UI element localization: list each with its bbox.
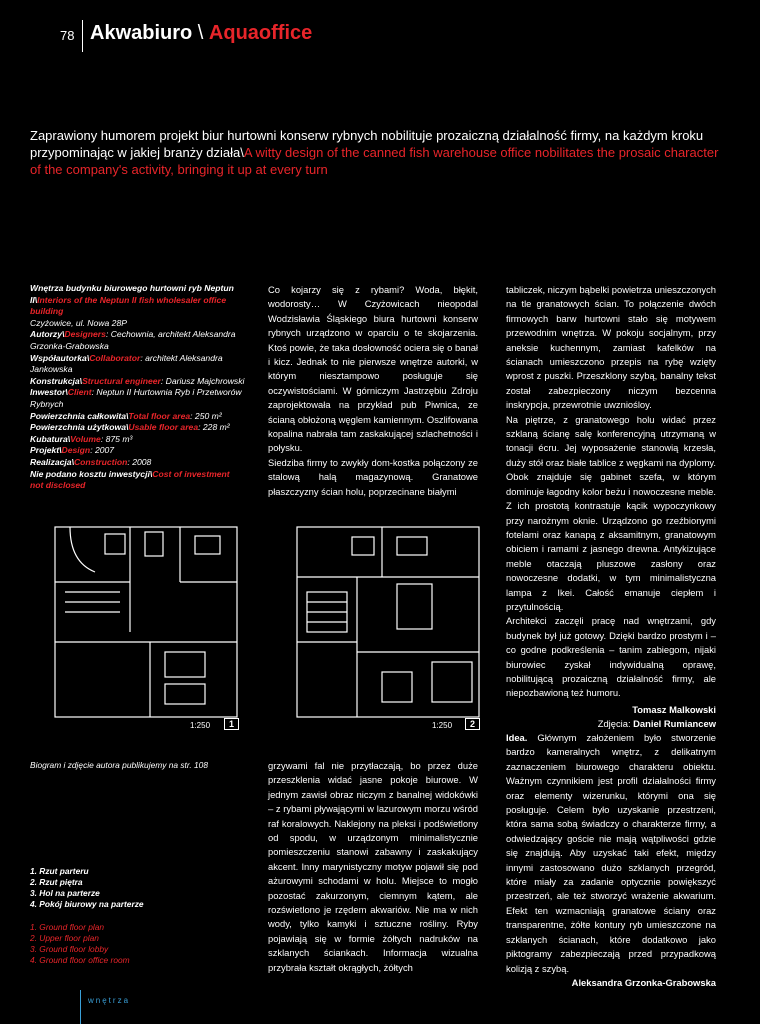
author-signature: Tomasz Malkowski — [632, 703, 716, 715]
legend-item: 4. Pokój biurowy na parterze — [30, 899, 144, 909]
idea-label: Idea. — [506, 732, 528, 743]
title-en: Aquaoffice — [208, 22, 313, 44]
title-pl: Akwabiuro — [90, 22, 193, 44]
credits-title-en: Interiors of the Neptun II fish wholesaler office building — [30, 294, 227, 317]
plan-1-number: 1 — [224, 718, 239, 730]
legend-item: 3. Hol na parterze — [30, 888, 100, 898]
footer-divider — [80, 990, 81, 1024]
paragraph: Co kojarzy się z rybami? Woda, błękit, wodorosty… W Czyżowicach nieopodal Wodzisławia Śląskiego biura hurtowni konserw rybnych urządzono w oparciu o te skojarzenia. Ktoś powie, że taka dosłowność ociera się o banał i kicz. Jednak to nie pierwsze wnętrze autorki, w którym niesztampowo posługuje się oczywistościami. W górniczym Jastrzębiu Zdroju zaprojektowała na przykład pub Piwnica, ze ścianą obłożoną węglem kamiennym. Oszlifowana kopalina nabrała tam zaskakującej szlachetności i połysku. — [268, 284, 478, 454]
floor-plan-1 — [50, 522, 242, 722]
paragraph: Siedziba firmy to zwykły dom-kostka połączony ze stalową halą magazynową. Granatowe płaszczyzny ścian holu, poprzecinane białymi — [268, 456, 478, 497]
plan-2-scale: 1:250 — [432, 721, 453, 730]
body-column-3-top — [506, 283, 716, 732]
floor-plan-2 — [292, 522, 484, 722]
lead-paragraph — [30, 127, 730, 178]
page-number: 78 — [60, 28, 75, 43]
photo-credit-name: Daniel Rumiancew — [633, 718, 716, 730]
paragraph: tabliczek, niczym bąbelki powietrza unieszczonych na tle granatowych ścian. To połączenie dwóch firmowych barw hurtowni stało się motywem przewodnim wnętrza. W pokoju socjalnym, przy aneksie kuchennym, zamiast kafelków na ścianach umieszczono przepis na rybę wzięty wprost z puszki. Przeszklony szybą, banalny tekst został zabezpieczony niczym bezcenna inskrypcja, przewrotnie uwzniośloy. — [506, 284, 716, 411]
legend-item: 1. Rzut parteru — [30, 866, 89, 876]
lead-en: A witty design of the canned fish warehouse office nobilitates the prosaic character of the company's activity, bringing it up at every turn — [30, 145, 719, 177]
legend-en — [30, 922, 250, 966]
paragraph: Architekci zaczęli pracę nad wnętrzami, gdy budynek był już gotowy. Dzięki bardzo prostym i – co godne podkreślenia – tanim zabiegom, nijaki biurowiec zyskał indywidualną oprawę, nobilitującą prozaiczną działalność firmy, ale niepozbawioną też humoru. — [506, 615, 716, 699]
author-bio-note: Biogram i zdjęcie autora publikujemy na str. 108 — [30, 760, 208, 770]
credits-title-pl: Wnętrza budynku biurowego hurtowni ryb Neptun II\ — [30, 283, 234, 305]
title-separator: \ — [192, 22, 209, 44]
article-title — [90, 22, 312, 45]
plan-2-number: 2 — [465, 718, 480, 730]
plan-1-scale: 1:250 — [190, 721, 211, 730]
architect-signature: Aleksandra Grzonka-Grabowska — [571, 976, 716, 988]
project-credits: Wnętrza budynku biurowego hurtowni ryb Neptun II\Interiors of the Neptun II fish wholesaler office building Czyżowice, ul. Nowa 28P Autorzy\Designers: Cechownia, architekt Aleksandra Grzonka-Grabowska Współautorka\Collaborator: architekt Aleksandra Jankowska Konstrukcja\Structural engineer: Dariusz Majchrowski Inwestor\Client: Neptun II Hurtownia Ryb i Przetworów Rybnych Powierzchnia całkowita\Total floor area: 250 m² Powierzchnia użytkowa\Usable floor area: 228 m² Kubatura\Volume: 875 m³ Projekt\Design: 2007 Realizacja\Construction: 2008 Nie podano kosztu inwestycji\Cost of investment not disclosed — [30, 283, 245, 491]
legend-item: 2. Rzut piętra — [30, 877, 83, 887]
body-column-3-bottom — [506, 731, 716, 990]
legend-item: 4. Ground floor office room — [30, 955, 130, 965]
body-column-2-bottom — [268, 759, 478, 975]
header-divider — [82, 20, 83, 52]
body-column-2-top — [268, 283, 478, 499]
credits-address: Czyżowice, ul. Nowa 28P — [30, 317, 127, 328]
legend-item: 2. Upper floor plan — [30, 933, 99, 943]
paragraph: grzywami fal nie przytłaczają, bo przez duże przeszklenia widać jasne pokoje biurowe. W jednym zawisł obraz niczym z banalnej widokówki – z rybami pływającymi w lazurowym morzu wśród raf koralowych. Naklejony na pleksi i podświetlony od spodu, w urządzonym minimalistycznie pomieszczeniu stanowi zabawny i zaskakujący akcent. Inny marynistyczny motyw pojawił się pod ażurowymi schodami w holu. Miejsce to mogło pozostać zakurzonym, ciemnym kątem, ale rozświetlono je rzędem akwariów. Nie ma w nich wody, tylko kamyki i sztuczne rośliny. Ryby pojawiają się w formie żółtych nadruków na szklanych ściankach. Informacja wizualna przybrała kształt okrągłych, żółtych — [268, 760, 478, 973]
paragraph: Na piętrze, z granatowego holu widać przez szklaną ścianę salę konferencyjną utrzymaną w tonacji écru. Jej wyposażenie stanowią krzesła, duży stół oraz białe tablice z węgkami na dyplomy. Obok znajduje się gabinet szefa, w którym dominuje łagodny kolor beżu i nowoczesne meble. Z ich prostotą kontrastuje kącik wypoczynkowy przy narożnym oknie. Urządzono go rzeźbionymi fotelami oraz kanapą z aksamitnym, granatowym obiciem i ramami z jasnego drewna. Antykizujące meble otaczają pluszowe zasłony oraz nowoczesne dodatki, w tym minimalistyczna lampa z Ikei. Całość emanuje ciepłem i przytulnością. — [506, 413, 716, 612]
legend-item: 1. Ground floor plan — [30, 922, 105, 932]
section-footer: wnętrza — [88, 996, 131, 1005]
idea-text: Głównym założeniem było stworzenie bardzo kameralnych wnętrz, z delikatnym zaznaczeniem biurowego charakteru obiektu. Ważnym czynnikiem jest profil działalności firmy oraz elementy wizerunku, którymi ona się posługuje. Celem było uzyskanie przestrzeni, która sama sobą świadczy o charakterze firmy, a odwiedzający goście nie mają wątpliwości gdzie się znajdują. Aby uzyskać taki efekt, między innymi zastosowano dużo szklanych przegród, które miały za zadanie optycznie powiększyć przestrzeń, ale też stworzyć wrażenie akwarium. Efekt ten wzmacniają granatowe ściany oraz transparentne, żółte kontury ryb umieszczone na szklanych ścianach, które dodatkowo jako piktogramy zabezpieczają przed przypadkową kolizją z szybą. — [506, 732, 716, 974]
legend-pl — [30, 866, 250, 910]
photo-credit-label: Zdjęcia: — [597, 718, 634, 730]
legend-item: 3. Ground floor lobby — [30, 944, 109, 954]
lead-pl: Zaprawiony humorem projekt biur hurtowni konserw rybnych nobilituje prozaiczną działalność firmy, na każdym kroku przypominając w jakiej branży działa\ — [30, 128, 704, 160]
